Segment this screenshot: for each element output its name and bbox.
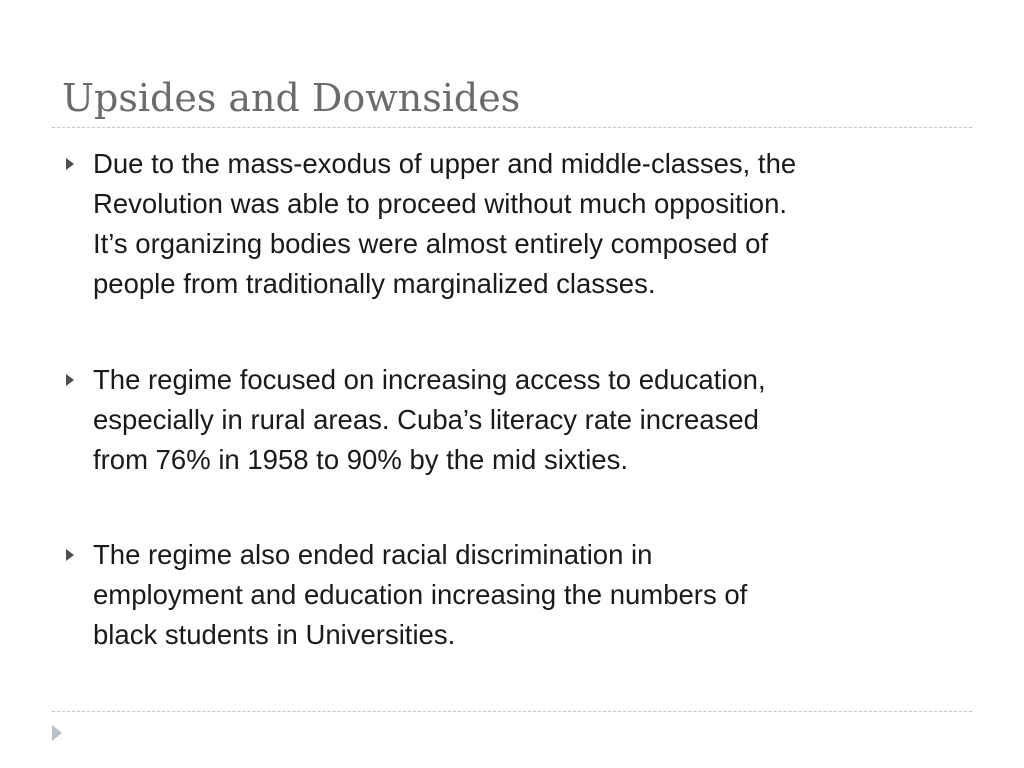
triangle-bullet-icon: [66, 374, 74, 386]
title-divider: [52, 127, 972, 128]
triangle-bullet-icon: [66, 549, 74, 561]
bullet-line: from 76% in 1958 to 90% by the mid sixties.: [93, 444, 628, 475]
slide-title: Upsides and Downsides: [62, 76, 521, 120]
footer-divider: [52, 711, 972, 712]
bullet-line: Revolution was able to proceed without much opposition.: [93, 188, 788, 219]
bullet-line: especially in rural areas. Cuba’s literacy rate increased: [93, 404, 759, 435]
bullet-line: employment and education increasing the numbers of: [93, 579, 748, 610]
triangle-bullet-icon: [66, 158, 74, 170]
bullet-text: [93, 144, 983, 304]
bullet-line: Due to the mass-exodus of upper and middle-classes, the: [93, 148, 797, 179]
next-slide-arrow-icon[interactable]: [52, 725, 62, 741]
bullet-line: The regime focused on increasing access to education,: [93, 364, 766, 395]
bullet-line: black students in Universities.: [93, 619, 456, 650]
bullet-line: It’s organizing bodies were almost entirely composed of: [93, 228, 769, 259]
bullet-text: [93, 535, 983, 655]
bullet-text: [93, 360, 983, 480]
bullet-line: The regime also ended racial discrimination in: [93, 539, 653, 570]
bullet-line: people from traditionally marginalized classes.: [93, 268, 656, 299]
